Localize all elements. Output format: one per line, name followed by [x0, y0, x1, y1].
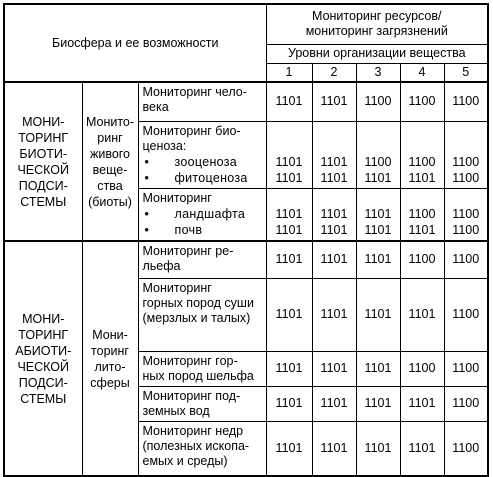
abiotic-system-line: ЧЕСКОЙ: [17, 359, 70, 374]
abiotic-value-cell: 1100: [444, 351, 488, 386]
level-header-3: 3: [356, 63, 400, 82]
biotic-value-cell: 1101: [266, 82, 312, 121]
row-label-line: (полезных ископа-: [142, 438, 250, 453]
abiotic-row-label: [138, 278, 266, 351]
row-label-line: земных вод: [142, 403, 210, 418]
biotic-subsystem-line: живого: [89, 146, 131, 161]
biotic-value-cell: [312, 121, 356, 188]
abiotic-value-cell: 1100: [444, 241, 488, 278]
value-entry: 1100: [452, 170, 480, 185]
abiotic-value-cell: 1101: [266, 421, 312, 476]
abiotic-value-cell: 1101: [400, 278, 444, 351]
value-entry: 1101: [320, 154, 348, 169]
biotic-value-cell: [356, 188, 400, 241]
biotic-value-cell: 1100: [444, 82, 488, 121]
value-entry: 1101: [275, 170, 303, 185]
value-entry: 1101: [275, 223, 303, 237]
abiotic-value-cell: 1101: [312, 241, 356, 278]
biotic-value-cell: 1100: [356, 82, 400, 121]
abiotic-value-cell: 1101: [356, 351, 400, 386]
abiotic-row-label: [138, 421, 266, 476]
abiotic-value-cell: 1101: [266, 241, 312, 278]
bullet-item: [143, 170, 262, 186]
value-entry: 1101: [364, 207, 392, 221]
abiotic-subsystem-line: Мони-: [92, 327, 128, 342]
abiotic-value-cell: 1101: [312, 421, 356, 476]
biotic-subsystem-line: (биоты): [88, 194, 132, 209]
row-label-line: Мониторинг недр: [142, 423, 244, 438]
bullet-item: [143, 222, 262, 238]
abiotic-value-cell: 1101: [356, 241, 400, 278]
value-entry: 1101: [275, 207, 303, 221]
row-label-line: (мерзлых и талых): [142, 310, 251, 325]
monitoring-table: [3, 3, 489, 477]
biotic-value-cell: [400, 188, 444, 241]
row-label-line: льефа: [142, 259, 181, 273]
value-entry: 1100: [364, 154, 392, 169]
row-label-line: ценоза:: [142, 138, 187, 153]
biotic-system-line: ЧЕСКОЙ: [17, 162, 70, 177]
bullet-item: [143, 206, 262, 222]
bullet-icon: •: [144, 222, 149, 237]
header-levels-title: Уровни организации вещества: [266, 44, 488, 63]
biotic-system-line: ТОРИНГ: [18, 130, 69, 145]
bullet-icon: •: [144, 170, 149, 185]
value-entry: 1101: [320, 170, 348, 185]
row-label-line: емых и среды): [142, 453, 228, 468]
row-label-line: Мониторинг: [142, 280, 212, 295]
biotic-value-cell: 1101: [312, 82, 356, 121]
value-entry: 1101: [275, 154, 303, 169]
value-entry: 1101: [408, 223, 436, 237]
abiotic-system-line: МОНИ-: [22, 311, 65, 326]
abiotic-subsystem-line: лито-: [94, 359, 126, 374]
header-monitoring-line2: мониторинг загрязнений: [305, 24, 448, 39]
abiotic-value-cell: 1101: [312, 278, 356, 351]
biotic-subsystem-name: [82, 82, 138, 241]
biotic-value-cell: [444, 188, 488, 241]
value-entry: 1101: [364, 170, 392, 185]
abiotic-row-label: [138, 351, 266, 386]
row-label-line: Мониторинг под-: [142, 388, 241, 403]
row-label-line: Мониторинг ре-: [142, 244, 234, 258]
abiotic-value-cell: 1100: [444, 278, 488, 351]
row-label-line: Мониторинг био-: [142, 123, 241, 138]
row-label-line: века: [142, 100, 169, 114]
value-entry: 1101: [364, 223, 392, 237]
biotic-value-cell: 1100: [400, 82, 444, 121]
level-header-2: 2: [312, 63, 356, 82]
abiotic-value-cell: 1101: [356, 278, 400, 351]
row-label-line: ных пород шельфа: [142, 368, 254, 383]
biotic-value-cell: [400, 121, 444, 188]
row-label-line: Мониторинг чело-: [142, 85, 247, 99]
biotic-subsystem-line: Монито-: [85, 114, 135, 129]
table-body: [4, 82, 488, 476]
bullet-text: ландшафта: [174, 206, 246, 221]
abiotic-value-cell: 1101: [312, 386, 356, 421]
biotic-row: [4, 82, 488, 121]
abiotic-subsystem-line: торинг: [91, 343, 129, 358]
bullet-icon: •: [144, 154, 149, 169]
biotic-system-line: БИОТИ-: [19, 146, 68, 161]
abiotic-value-cell: 1101: [312, 351, 356, 386]
bullet-text: почв: [174, 222, 203, 237]
biotic-value-cell: [266, 188, 312, 241]
biotic-row-label: [138, 188, 266, 241]
abiotic-value-cell: 1101: [356, 421, 400, 476]
value-entry: 1100: [408, 207, 436, 221]
abiotic-system-name: [4, 241, 82, 476]
bullet-icon: •: [144, 206, 149, 221]
abiotic-value-cell: 1100: [400, 241, 444, 278]
document: [3, 3, 489, 477]
biotic-subsystem-line: ства: [97, 178, 123, 193]
abiotic-system-line: ТОРИНГ: [18, 327, 69, 342]
biotic-row-label: [138, 121, 266, 188]
abiotic-value-cell: 1101: [400, 421, 444, 476]
bullet-text: зооценоза: [174, 154, 238, 169]
value-entry: 1101: [320, 223, 348, 237]
bullet-text: фитоценоза: [174, 170, 248, 185]
abiotic-system-line: СТЕМЫ: [20, 391, 67, 406]
value-entry: 1100: [452, 207, 480, 221]
biotic-value-cell: [444, 121, 488, 188]
abiotic-value-cell: 1100: [444, 386, 488, 421]
abiotic-row: [4, 241, 488, 278]
row-label-line: Мониторинг: [142, 190, 212, 205]
value-entry: 1100: [452, 154, 480, 169]
row-label-line: горных пород суши: [142, 295, 254, 310]
header-biosphere: Биосфера и ее возможности: [4, 4, 266, 82]
biotic-value-cell: [266, 121, 312, 188]
row-label-line: Мониторинг гор-: [142, 353, 238, 368]
abiotic-subsystem-line: сферы: [90, 375, 130, 390]
header-monitoring-line1: Мониторинг ресурсов/: [312, 9, 442, 24]
abiotic-value-cell: 1101: [356, 386, 400, 421]
abiotic-value-cell: 1101: [266, 278, 312, 351]
abiotic-value-cell: 1101: [400, 386, 444, 421]
biotic-value-cell: [356, 121, 400, 188]
abiotic-subsystem-name: [82, 241, 138, 476]
bullet-item: [143, 154, 262, 170]
abiotic-system-line: ПОДСИ-: [18, 375, 68, 390]
abiotic-row-label: [138, 241, 266, 278]
biotic-value-cell: [312, 188, 356, 241]
biotic-subsystem-line: веще-: [92, 162, 128, 177]
level-header-1: 1: [266, 63, 312, 82]
abiotic-system-line: АБИОТИ-: [15, 343, 72, 358]
abiotic-row-label: [138, 386, 266, 421]
biotic-system-name: [4, 82, 82, 241]
abiotic-value-cell: 1101: [266, 386, 312, 421]
abiotic-value-cell: 1100: [444, 421, 488, 476]
value-entry: 1101: [320, 207, 348, 221]
level-header-4: 4: [400, 63, 444, 82]
value-entry: 1101: [408, 170, 436, 185]
biotic-system-line: МОНИ-: [22, 114, 65, 129]
biotic-system-line: ПОДСИ-: [18, 178, 68, 193]
biotic-row-label: [138, 82, 266, 121]
header-monitoring-title: [266, 4, 488, 44]
biotic-subsystem-line: ринг: [97, 130, 123, 145]
level-header-5: 5: [444, 63, 488, 82]
value-entry: 1100: [408, 154, 436, 169]
abiotic-value-cell: 1101: [266, 351, 312, 386]
biotic-system-line: СТЕМЫ: [20, 194, 67, 209]
value-entry: 1100: [452, 223, 480, 237]
abiotic-value-cell: 1100: [400, 351, 444, 386]
